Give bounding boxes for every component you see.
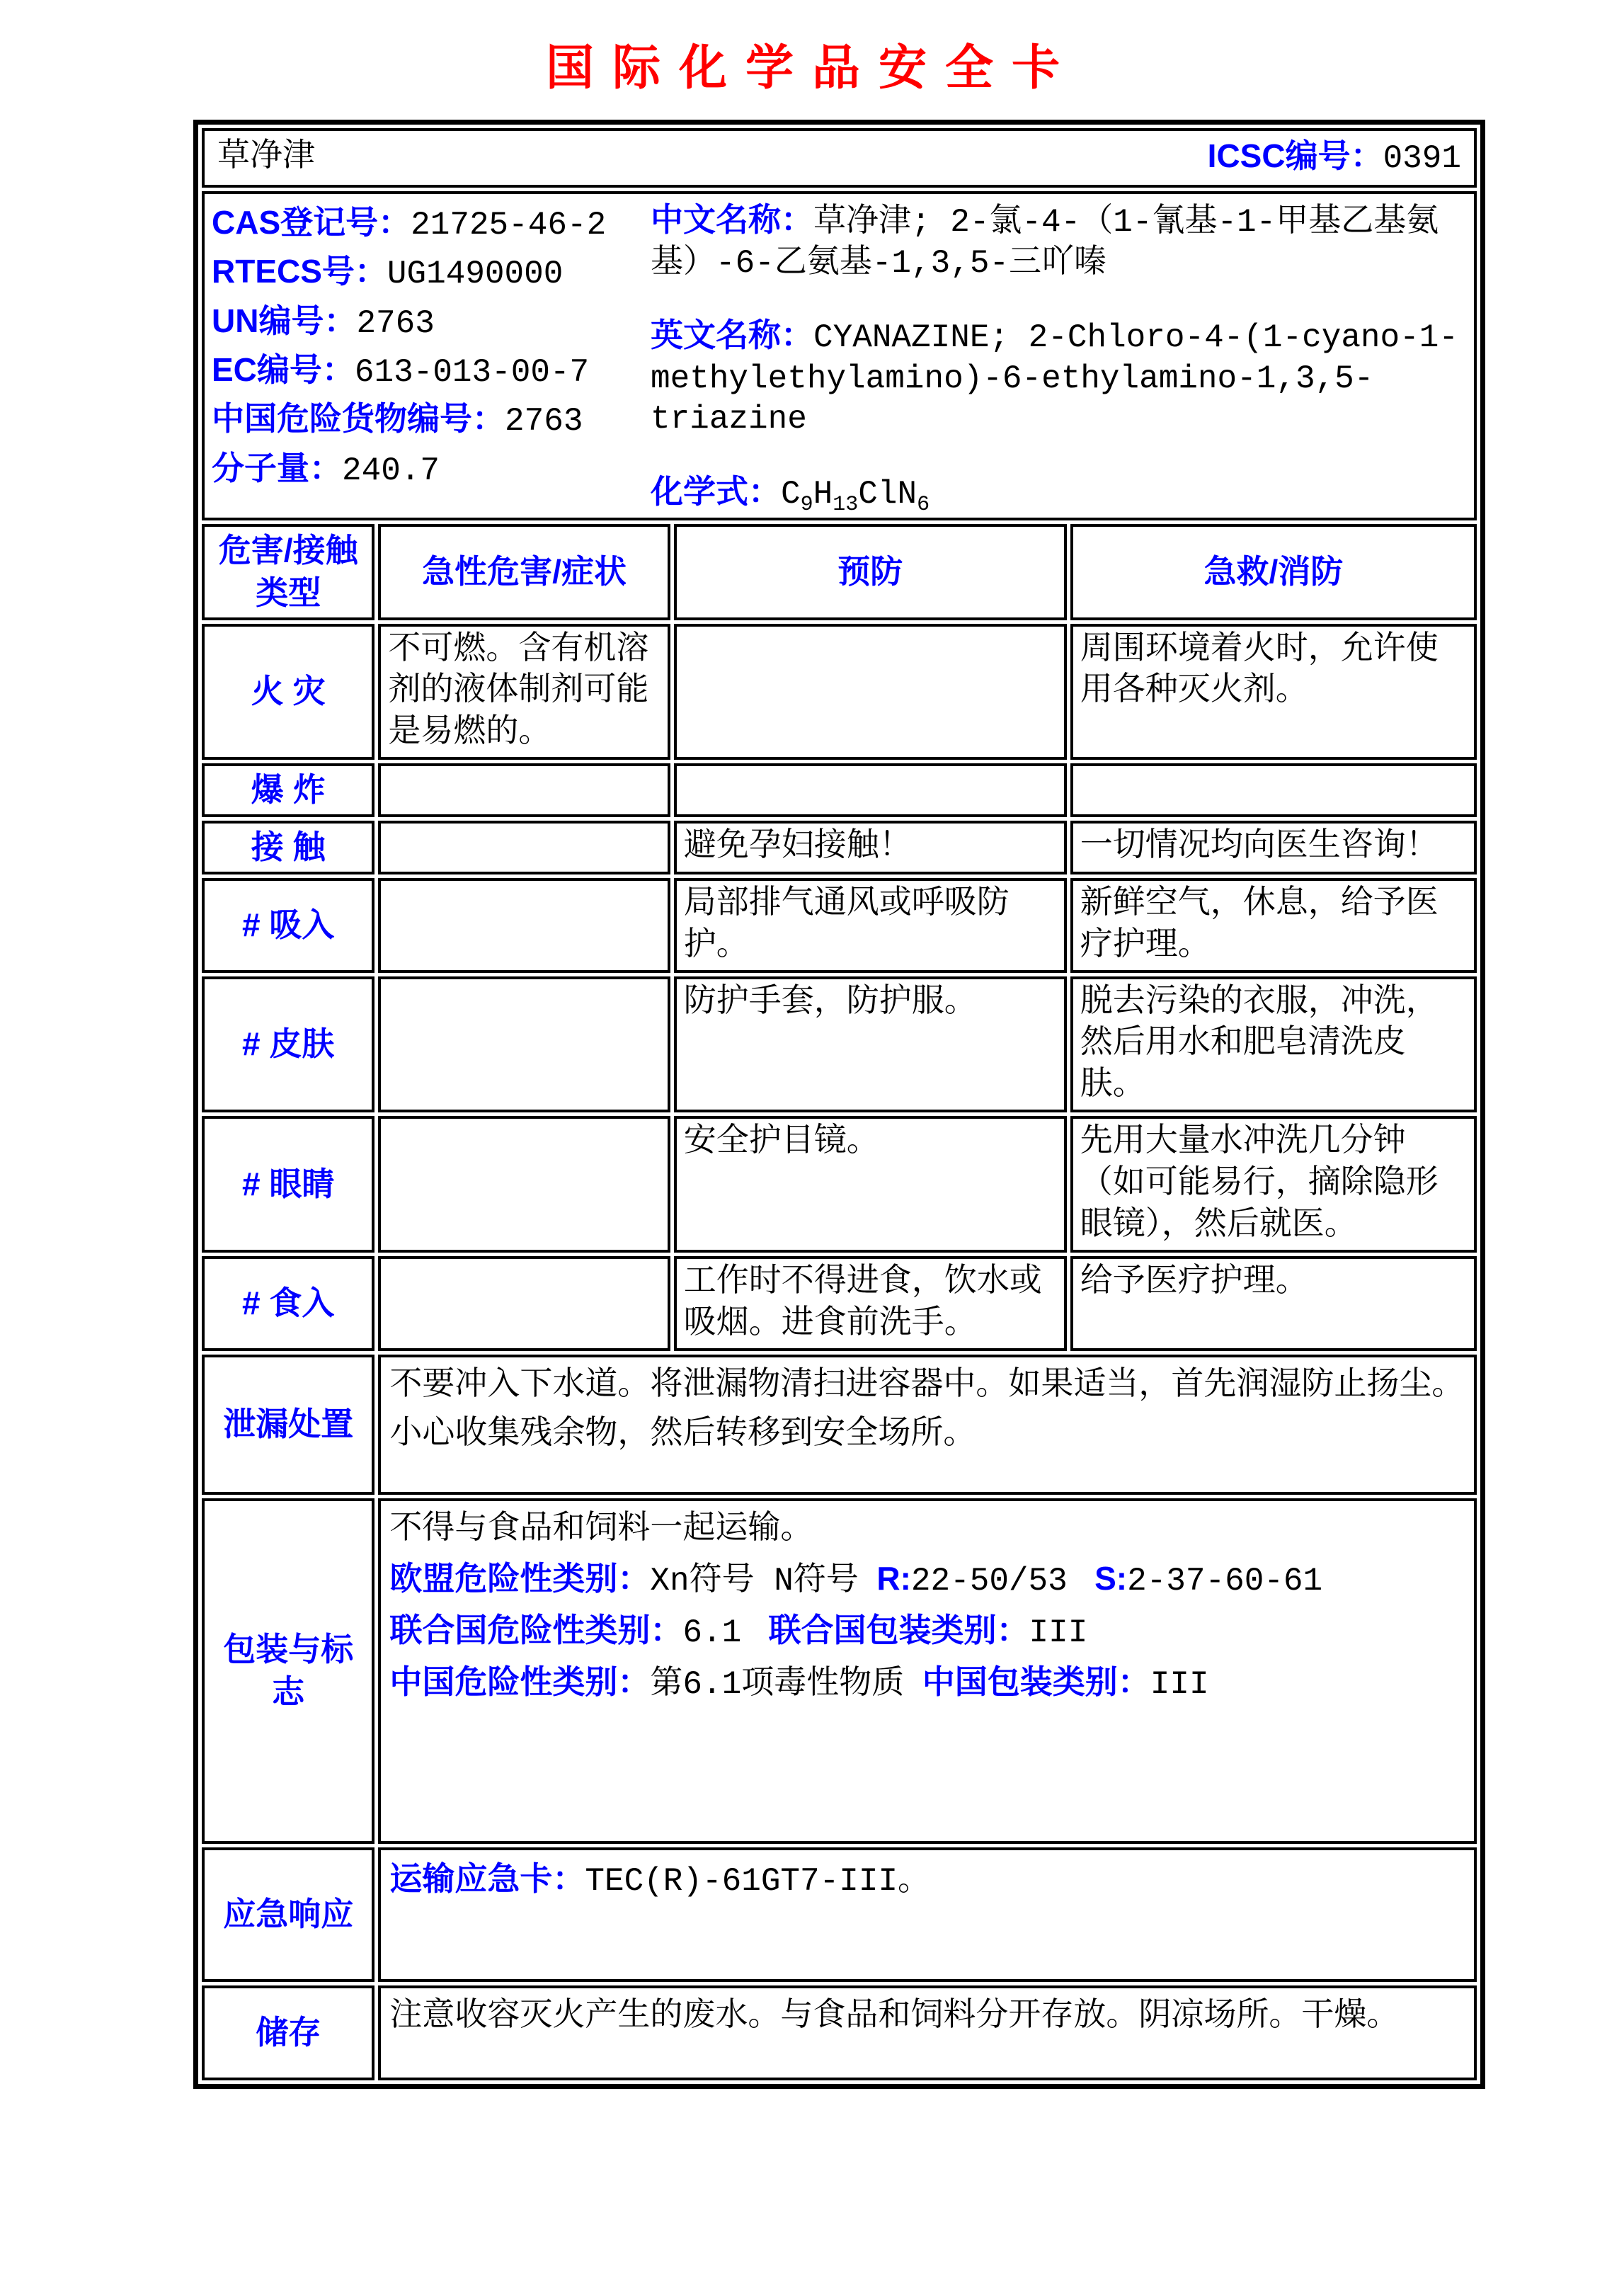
page-title: 国际化学品安全卡 <box>545 41 1078 95</box>
section-packaging-label: 包装与标志 <box>202 1498 374 1844</box>
identifier-value: 21725-46-2 <box>411 207 607 244</box>
names-block <box>651 197 1467 515</box>
hazard-exposure-type: 接 触 <box>202 821 374 874</box>
icsc-document-page <box>0 30 1624 2285</box>
english-name-label: 英文名称： <box>651 317 813 353</box>
hazard-inhalation-type: # 吸入 <box>202 878 374 973</box>
hazard-row-explosion <box>202 763 1477 817</box>
hazard-ingestion-prevention: 工作时不得进食，饮水或吸烟。进食前洗手。 <box>674 1256 1067 1351</box>
icsc-number-group <box>1208 135 1461 181</box>
identifier-label: CAS登记号： <box>212 204 411 241</box>
chinese-name-line <box>651 200 1467 284</box>
hazard-row-eyes <box>202 1116 1477 1253</box>
hazard-explosion-first-aid <box>1070 763 1477 817</box>
section-row-emergency <box>202 1847 1477 1982</box>
hazard-skin-symptoms <box>378 976 670 1113</box>
hazard-ingestion-first-aid: 给予医疗护理。 <box>1070 1256 1477 1351</box>
english-name-line <box>651 315 1467 440</box>
hazard-fire-type: 火 灾 <box>202 624 374 760</box>
hazard-explosion-type: 爆 炸 <box>202 763 374 817</box>
hazard-ingestion-type: # 食入 <box>202 1256 374 1351</box>
card-header-cell <box>202 128 1477 188</box>
hazard-row-exposure <box>202 821 1477 874</box>
section-spillage-label: 泄漏处置 <box>202 1355 374 1495</box>
section-emergency-label: 应急响应 <box>202 1847 374 1982</box>
identifier-label: EC编号： <box>212 351 355 388</box>
hazard-exposure-first-aid: 一切情况均向医生咨询！ <box>1070 821 1477 874</box>
section-row-packaging <box>202 1498 1477 1844</box>
identifier-label: UN编号： <box>212 302 357 339</box>
identifier-label: 分子量： <box>212 449 342 486</box>
hazard-explosion-prevention <box>674 763 1067 817</box>
hazard-skin-type: # 皮肤 <box>202 976 374 1113</box>
hazard-row-ingestion <box>202 1256 1477 1351</box>
identifier-line-0 <box>212 200 651 249</box>
section-row-storage <box>202 1985 1477 2080</box>
section-emergency-content <box>378 1847 1477 1982</box>
identifier-line-4 <box>212 396 651 445</box>
identifier-line-1 <box>212 249 651 297</box>
icsc-card-table <box>193 120 1485 2089</box>
hazard-exposure-symptoms <box>378 821 670 874</box>
hazard-fire-prevention <box>674 624 1067 760</box>
identifier-label: 中国危险货物编号： <box>212 400 505 438</box>
formula-label: 化学式： <box>651 472 781 510</box>
english-name-value: CYANAZINE; 2-Chloro-4-(1-cyano-1-methylethylamino)-6-ethylamino-1,3,5-triazine <box>651 319 1458 438</box>
identifier-value: 613-013-00-7 <box>354 353 590 391</box>
hazard-fire-first-aid: 周围环境着火时，允许使用各种灭火剂。 <box>1070 624 1477 760</box>
identifier-value: UG1490000 <box>387 256 564 293</box>
section-packaging-line-2: 联合国危险性类别：6.1 联合国包装类别：III <box>389 1611 1088 1651</box>
hazard-inhalation-symptoms <box>378 878 670 973</box>
hazard-column-header-1: 急性危害/症状 <box>378 524 670 620</box>
hazard-column-header-2: 预防 <box>674 524 1067 620</box>
hazard-column-header-0: 危害/接触类型 <box>202 524 374 620</box>
section-packaging-content <box>378 1498 1477 1844</box>
section-storage-line-0: 注意收容灭火产生的废水。与食品和饲料分开存放。阴凉场所。干燥。 <box>389 1998 1400 2035</box>
hazard-skin-first-aid: 脱去污染的衣服，冲洗，然后用水和肥皂清洗皮肤。 <box>1070 976 1477 1113</box>
icsc-number-value: 0391 <box>1383 140 1461 178</box>
identifier-line-5 <box>212 445 651 494</box>
section-packaging-line-3: 中国危险性类别：第6.1项毒性物质 中国包装类别：III <box>389 1663 1209 1703</box>
section-spillage-line-0: 不要冲入下水道。将泄漏物清扫进容器中。如果适当，首先润湿防止扬尘。小心收集残余物，然后转移到安全场所。 <box>389 1367 1465 1453</box>
section-storage-label: 储存 <box>202 1985 374 2080</box>
hazard-inhalation-prevention: 局部排气通风或呼吸防护。 <box>674 878 1067 973</box>
identifier-value: 240.7 <box>342 452 440 489</box>
hazard-inhalation-first-aid: 新鲜空气，休息，给予医疗护理。 <box>1070 878 1477 973</box>
hazard-eyes-first-aid: 先用大量水冲洗几分钟（如可能易行，摘除隐形眼镜），然后就医。 <box>1070 1116 1477 1253</box>
formula-value: $C_9H_{13}ClN_6$ <box>781 475 930 517</box>
chinese-name-label: 中文名称： <box>651 201 813 238</box>
section-spillage-content <box>378 1355 1477 1495</box>
hazard-eyes-symptoms <box>378 1116 670 1253</box>
identification-cell <box>202 191 1477 520</box>
identifier-list <box>212 197 651 494</box>
hazard-header-row <box>202 524 1477 620</box>
identifier-value: 2763 <box>356 304 435 342</box>
hazard-row-fire <box>202 624 1477 760</box>
hazard-ingestion-symptoms <box>378 1256 670 1351</box>
substance-name: 草净津 <box>217 139 315 176</box>
icsc-number-label: ICSC编号： <box>1207 137 1383 175</box>
hazard-column-header-3: 急救/消防 <box>1070 524 1477 620</box>
identifier-label: RTECS号： <box>212 253 387 290</box>
chinese-name-value: 草净津; 2-氯-4-（1-氰基-1-甲基乙基氨基）-6-乙氨基-1,3,5-三吖嗪 <box>651 204 1439 282</box>
hazard-eyes-prevention: 安全护目镜。 <box>674 1116 1067 1253</box>
identifier-value: 2763 <box>505 403 583 440</box>
hazard-row-inhalation <box>202 878 1477 973</box>
section-emergency-line-0: 运输应急卡：TEC(R)-61GT7-III。 <box>389 1859 931 1900</box>
section-storage-content <box>378 1985 1477 2080</box>
section-packaging-line-1: 欧盟危险性类别：Xn符号 N符号 R:22-50/53 S:2-37-60-61 <box>389 1559 1323 1600</box>
hazard-fire-symptoms: 不可燃。含有机溶剂的液体制剂可能是易燃的。 <box>378 624 670 760</box>
hazard-eyes-type: # 眼睛 <box>202 1116 374 1253</box>
hazard-row-skin <box>202 976 1477 1113</box>
section-row-spillage <box>202 1355 1477 1495</box>
formula-line <box>651 472 1467 515</box>
section-packaging-line-0: 不得与食品和饲料一起运输。 <box>389 1510 813 1548</box>
hazard-exposure-prevention: 避免孕妇接触！ <box>674 821 1067 874</box>
hazard-explosion-symptoms <box>378 763 670 817</box>
hazard-skin-prevention: 防护手套，防护服。 <box>674 976 1067 1113</box>
identifier-line-3 <box>212 347 651 396</box>
identifier-line-2 <box>212 298 651 347</box>
